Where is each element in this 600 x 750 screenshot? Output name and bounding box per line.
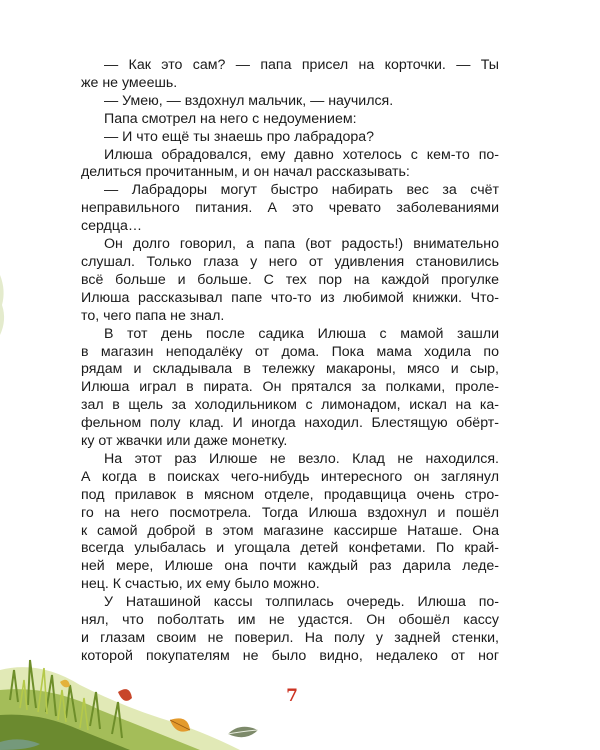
text-line: В тот день после садика Илюша с мамой зашли [104, 325, 499, 342]
text-line: в магазин неподалёку от дома. Пока мама ходила по [81, 343, 499, 360]
page-number: 7 [286, 686, 298, 706]
text-line: к самой доброй в этом магазине кассирше Наташе. Она [81, 522, 499, 539]
text-line: ку от жвачки или даже монетку. [81, 433, 288, 450]
text-line: — Умею, — вздохнул мальчик, — научился. [104, 92, 394, 109]
text-line: А когда в поисках чего-нибудь интересного он заглянул [81, 468, 499, 485]
text-line: всегда улыбалась и угощала детей конфетами. По край- [81, 540, 499, 557]
story-text [81, 57, 499, 666]
text-line: — Как это сам? — папа присел на корточки. — Ты [104, 57, 499, 73]
text-line: Илюша играл в пирата. Он прятался за полками, проле- [81, 379, 499, 396]
text-line: которой покупателям не было видно, недалеко от ног [81, 647, 499, 664]
green-leaf-icon [226, 722, 260, 742]
text-line: Он долго говорил, а папа (вот радость!) внимательно [104, 236, 499, 253]
red-leaf-icon [118, 689, 132, 701]
text-line: зал в щель за холодильником с лимонадом, искал на ка- [81, 397, 499, 414]
meadow-illustration [0, 630, 240, 750]
text-line: На этот раз Илюше не везло. Клад не находился. [104, 450, 499, 467]
text-line: Папа смотрел на него с недоумением: [104, 110, 357, 127]
text-line: и глазам своим не поверил. На полу у задней стенки, [81, 630, 499, 646]
text-line: неправильного питания. А это чревато заболеваниями [81, 200, 499, 217]
edge-illustration-fragment [0, 270, 8, 340]
text-line: нял, что поболтать им не удастся. Он обошёл кассу [81, 612, 499, 629]
text-line: го на него посмотрела. Тогда Илюша вздохнул и пошёл [81, 504, 499, 521]
text-line: Илюша обрадовался, ему давно хотелось с кем-то по- [104, 146, 499, 163]
text-line: фельном полу клад. И иногда находил. Блестящую обёрт- [81, 415, 499, 432]
text-line: рядам и складывала в тележку макароны, мясо и сыр, [81, 361, 499, 378]
text-line: ней мере, Илюше она почти каждый раз дарила леде- [81, 558, 499, 575]
text-line: — И что ещё ты знаешь про лабрадора? [104, 128, 375, 145]
text-line: У Наташиной кассы толпилась очередь. Илюша по- [104, 594, 499, 611]
text-line: сердца… [81, 218, 143, 235]
text-line: делиться прочитанным, и он начал рассказывать: [81, 164, 410, 181]
text-line: нец. К счастью, их ему было можно. [81, 576, 320, 593]
text-line: слушал. Только глаза у него от удивления становились [81, 253, 499, 270]
text-line: всё больше и больше. С тех пор на каждой прогулке [81, 271, 499, 288]
text-line: Илюша рассказывал папе что-то из любимой книжки. Что- [81, 289, 499, 306]
text-line: же не умеешь. [81, 74, 178, 91]
text-line: то, чего папа не знал. [81, 307, 225, 324]
text-line: — Лабрадоры могут быстро набирать вес за счёт [104, 182, 499, 199]
text-line: под прилавок в мясном отделе, продавщица очень стро- [81, 486, 499, 503]
